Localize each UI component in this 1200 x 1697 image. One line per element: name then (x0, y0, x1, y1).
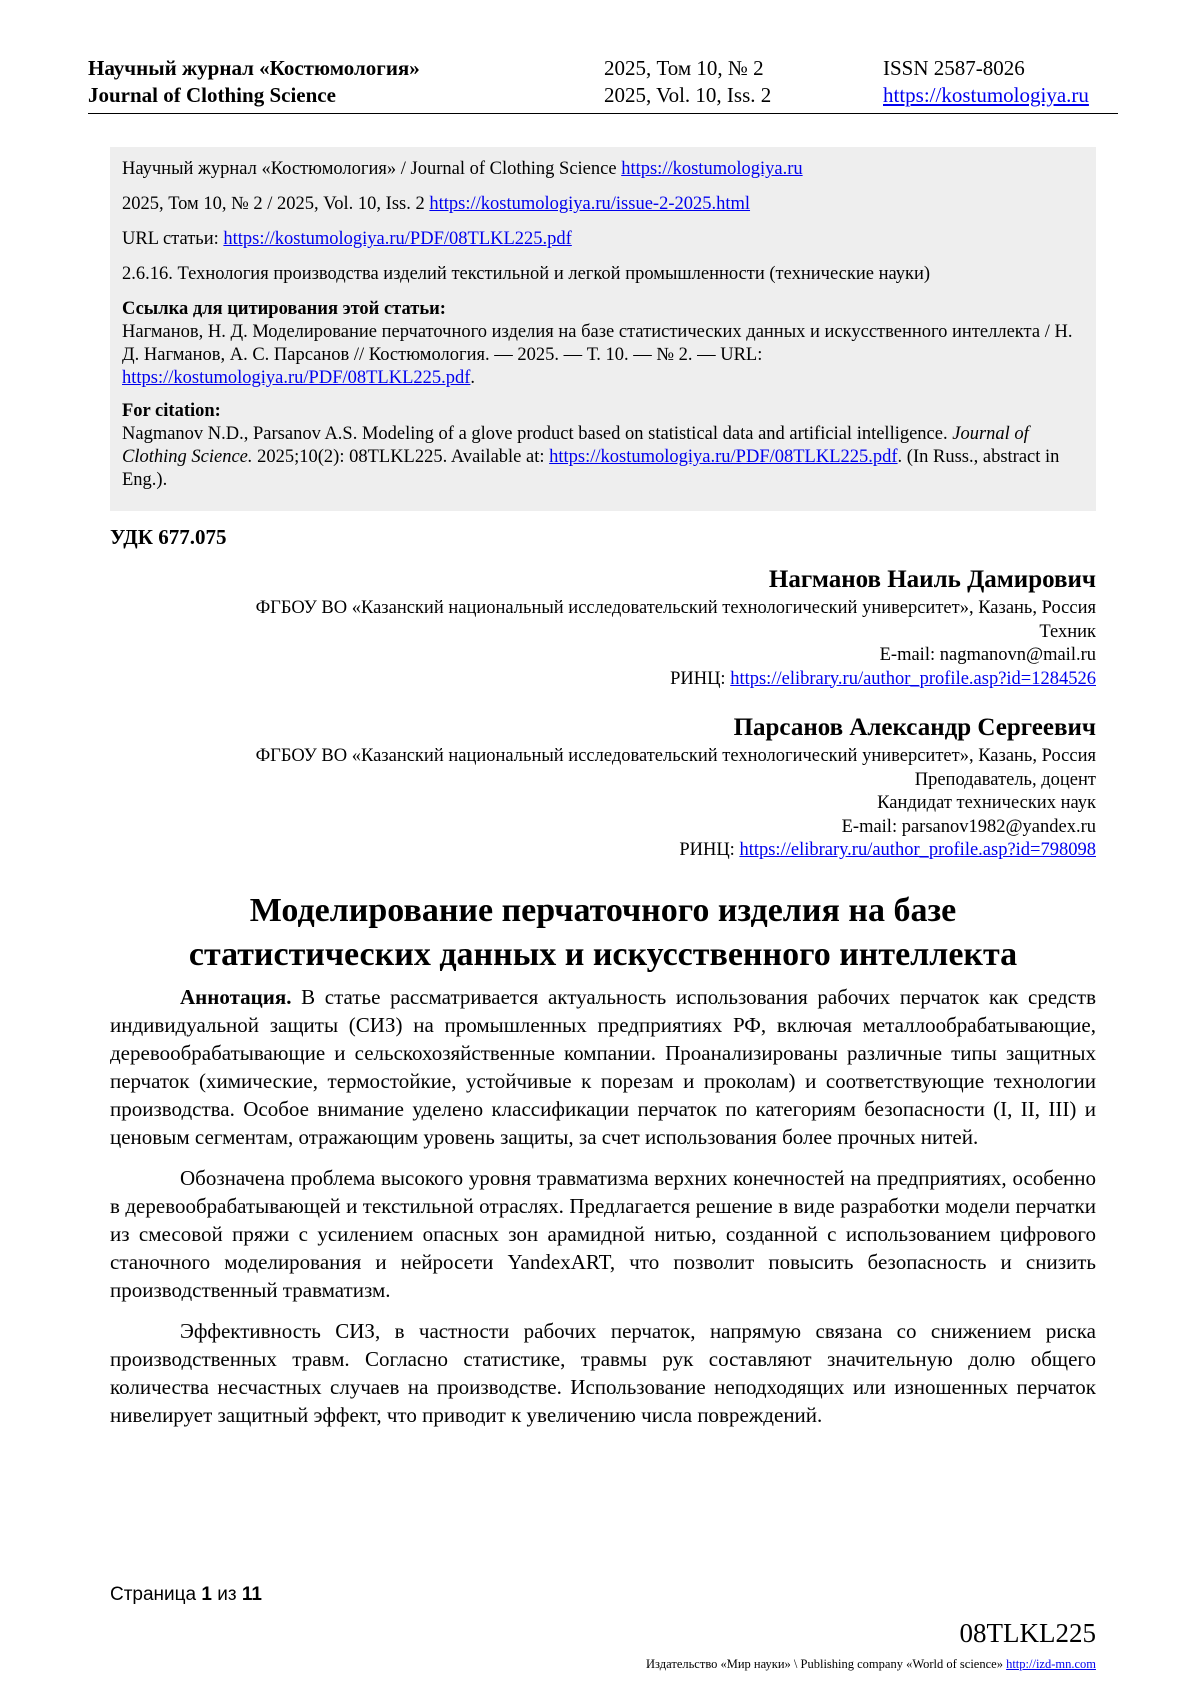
page-word: Страница (110, 1584, 202, 1605)
author-block (256, 563, 1096, 691)
cite-ru-end: . (470, 368, 476, 388)
cite-ru-block (122, 298, 1084, 390)
cite-en-text-2: 2025;10(2): 08TLKL225. Available at: (252, 447, 550, 467)
cite-en-end: . (In Russ., abstract in Eng.). (122, 447, 1060, 490)
udk-code: УДК 677.075 (110, 525, 227, 549)
page-total: 11 (241, 1584, 262, 1605)
info-issue-line (122, 193, 1084, 216)
cite-ru-link[interactable]: https://kostumologiya.ru/PDF/08TLKL225.pdf (122, 368, 471, 388)
author-position: Преподаватель, доцент (914, 769, 1096, 790)
author-rinc-link[interactable]: https://elibrary.ru/author_profile.asp?id=798098 (739, 840, 1096, 860)
abstract-paragraph-3: Эффективность СИЗ, в частности рабочих перчаток, напрямую связана со снижением риска производственных травм. Согласно статистике, травмы рук составляют значительную долю общего количества несчастных случаев на производстве. Использование неподходящих или изношенных перчаток нивелирует защитный эффект, что приводит к увеличению числа повреждений. (110, 1319, 1096, 1427)
info-article-url-link[interactable]: https://kostumologiya.ru/PDF/08TLKL225.pdf (223, 229, 572, 249)
page-of: из (211, 1584, 242, 1605)
running-header (88, 55, 1118, 114)
abstract (110, 983, 1096, 1442)
issn: ISSN 2587-8026 (883, 56, 1025, 80)
author-affiliation: ФГБОУ ВО «Казанский национальный исследовательский технологический университет», Казань, Россия (255, 746, 1096, 766)
journal-site-link[interactable]: https://kostumologiya.ru (883, 83, 1089, 107)
info-journal-line (122, 158, 1084, 181)
author-rinc (256, 839, 1096, 863)
author-block (256, 711, 1096, 863)
author-name: Нагманов Наиль Дамирович (768, 566, 1096, 593)
author-email: E-mail: nagmanovn@mail.ru (879, 645, 1096, 665)
cite-ru-label: Ссылка для цитирования этой статьи: (122, 299, 446, 319)
rinc-label: РИНЦ: (679, 840, 740, 860)
cite-en-text: Nagmanov N.D., Parsanov A.S. Modeling of a glove product based on statistical data and artificial intelligence. (122, 424, 953, 444)
abstract-label: Аннотация. (180, 985, 292, 1009)
issue-en: 2025, Vol. 10, Iss. 2 (604, 83, 772, 107)
rinc-label: РИНЦ: (670, 668, 731, 689)
cite-en-label: For citation: (122, 401, 221, 421)
journal-name-ru: Научный журнал «Костюмология» (88, 56, 420, 80)
cite-en-link[interactable]: https://kostumologiya.ru/PDF/08TLKL225.pdf (549, 447, 898, 467)
info-url-label: URL статьи: (122, 229, 224, 249)
info-url-line (122, 228, 1084, 251)
citation-info-box (110, 147, 1096, 511)
issn-block (883, 55, 1089, 109)
title-line-1: Моделирование перчаточного изделия на базе (249, 892, 957, 929)
title-line-2: статистических данных и искусственного интеллекта (188, 936, 1018, 973)
journal-name-en: Journal of Clothing Science (88, 83, 336, 107)
issue-ru: 2025, Том 10, № 2 (604, 56, 764, 80)
publisher-link[interactable]: http://izd-mn.com (1006, 1657, 1096, 1671)
page-number (110, 1584, 262, 1606)
author-affiliation: ФГБОУ ВО «Казанский национальный исследовательский технологический университет», Казань, Россия (255, 598, 1096, 618)
info-issue-link[interactable]: https://kostumologiya.ru/issue-2-2025.html (429, 194, 751, 214)
page-current: 1 (201, 1584, 212, 1605)
issue-block (604, 55, 771, 109)
cite-en-journal: Journal of Clothing Science. (122, 424, 1029, 467)
author-degree: Кандидат технических наук (877, 793, 1096, 813)
info-journal-link[interactable]: https://kostumologiya.ru (621, 159, 803, 179)
journal-name-block (88, 55, 420, 109)
author-rinc (256, 668, 1096, 692)
abstract-text-1: В статье рассматривается актуальность использования рабочих перчаток как средств индивидуальной защиты (СИЗ) на промышленных предприятиях РФ, включая металлообрабатывающие, деревообрабатывающие и сельскохозяйственные компании. Проанализированы различные типы защитных перчаток (химические, термостойкие, устойчивые к порезам и проколам) и соответствующие технологии производства. Особое внимание уделено классификации перчаток по категориям безопасности (I, II, III) и ценовым сегментам, отражающим уровень защиты, за счет использования более прочных нитей. (110, 985, 1096, 1149)
info-specialty-line: 2.6.16. Технология производства изделий текстильной и легкой промышленности (технические науки) (122, 264, 931, 284)
cite-ru-text: Нагманов, Н. Д. Моделирование перчаточного изделия на базе статистических данных и искусственного интеллекта / Н. Д. Нагманов, А. С. Парсанов // Костюмология. — 2025. — Т. 10. — № 2. — URL: (122, 322, 1073, 365)
abstract-paragraph-2: Обозначена проблема высокого уровня травматизма верхних конечностей на предприятиях, особенно в деревообрабатывающей и текстильной отраслях. Предлагается решение в виде разработки модели перчатки из смесовой пряжи с усилением опасных зон арамидной нитью, созданной с использованием цифрового станочного моделирования и нейросети YandexART, что позволит повысить безопасность и снизить производственный травматизм. (110, 1166, 1096, 1302)
author-position: Техник (1039, 621, 1096, 642)
abstract-paragraph-1 (110, 983, 1096, 1151)
publisher-text: Издательство «Мир науки» \ Publishing company «World of science» (646, 1657, 1007, 1671)
info-journal-text: Научный журнал «Костюмология» / Journal of Clothing Science (122, 159, 622, 179)
article-id: 08TLKL225 (959, 1618, 1096, 1648)
author-rinc-link[interactable]: https://elibrary.ru/author_profile.asp?id=1284526 (730, 668, 1096, 689)
author-name: Парсанов Александр Сергеевич (733, 714, 1096, 741)
info-issue-text: 2025, Том 10, № 2 / 2025, Vol. 10, Iss. 2 (122, 194, 430, 214)
publisher-line (646, 1657, 1096, 1672)
author-email: E-mail: parsanov1982@yandex.ru (841, 816, 1096, 837)
cite-en-block (122, 400, 1084, 492)
article-title (110, 889, 1096, 977)
